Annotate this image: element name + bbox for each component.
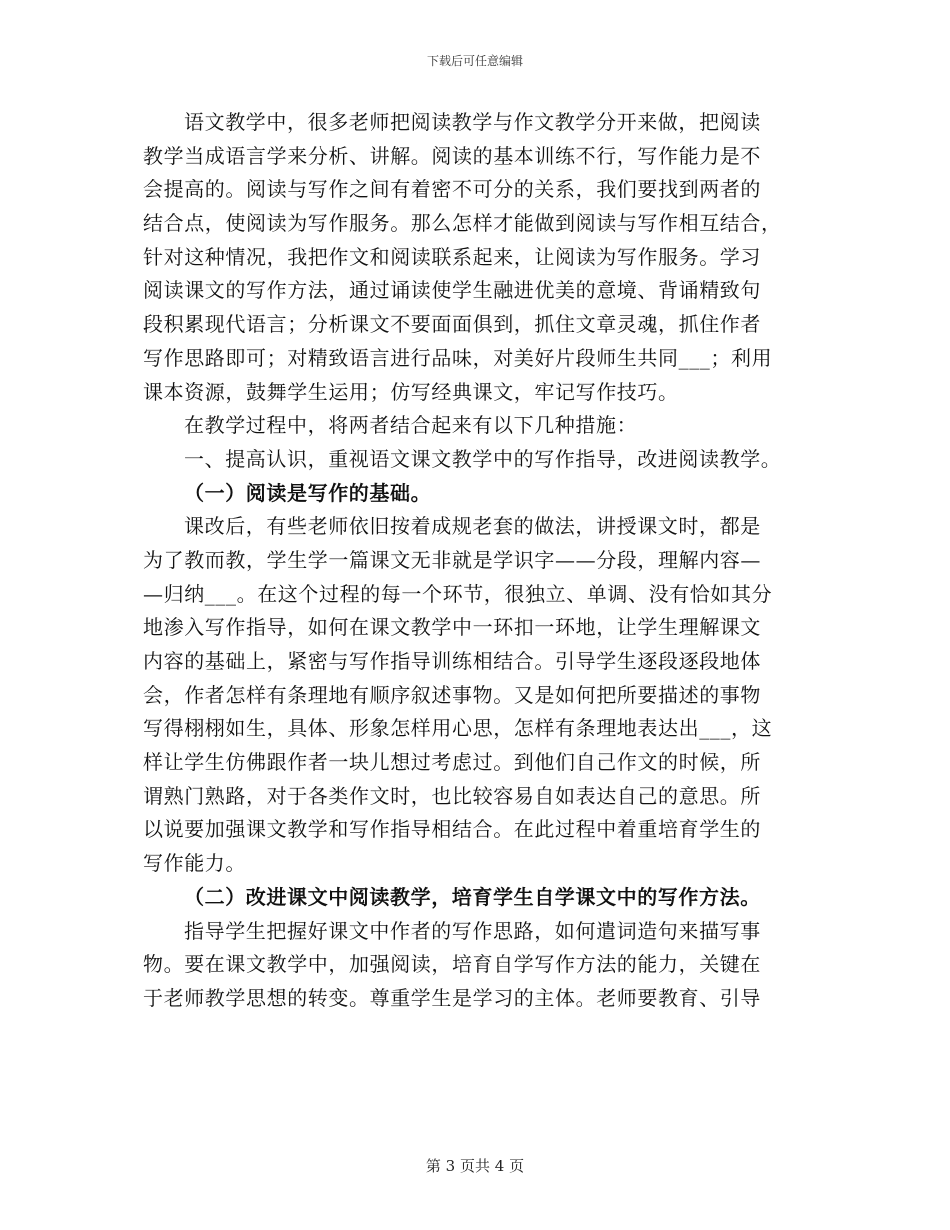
text-line: 会提高的。阅读与写作之间有着密不可分的关系，我们要找到两者的: [143, 177, 761, 202]
text-line: 语文教学中，很多老师把阅读教学与作文教学分开来做，把阅读: [184, 110, 761, 134]
page-header: 下载后可任意编辑: [426, 54, 523, 68]
text-line: 内容的基础上，紧密与写作指导训练相结合。引导学生逐段逐段地体: [143, 649, 761, 673]
text-line: 谓熟门熟路，对于各类作文时，也比较容易自如表达自己的意思。所: [143, 783, 761, 808]
text-line: 写得栩栩如生，具体、形象怎样用心思，怎样有条理地表达出___，这: [143, 716, 773, 741]
text-line: 会，作者怎样有条理地有顺序叙述事物。又是如何把所要描述的事物: [143, 682, 761, 707]
text-line: 写作能力。: [143, 851, 246, 876]
document-body: [143, 106, 803, 1016]
text-line: 写作思路即可；对精致语言进行品味，对美好片段师生共同___；利用: [143, 345, 773, 370]
text-line: 为了教而教，学生学一篇课文无非就是学识字——分段，理解内容—: [143, 547, 761, 572]
text-line: 阅读课文的写作方法，通过诵读使学生融进优美的意境、背诵精致句: [143, 278, 761, 303]
text-line: 物。要在课文教学中，加强阅读，培育自学写作方法的能力，关键在: [143, 952, 761, 977]
section-heading: （一）阅读是写作的基础。: [184, 480, 432, 505]
text-line: 地渗入写作指导，如何在课文教学中一环扣一环地，让学生理解课文: [143, 615, 761, 640]
text-line: 样让学生仿佛跟作者一块儿想过考虑过。到他们自己作文的时候，所: [143, 750, 761, 775]
text-line: 一、提高认识，重视语文课文教学中的写作指导，改进阅读教学。: [184, 446, 782, 471]
text-line: —归纳___。在这个过程的每一个环节，很独立、单调、没有恰如其分: [143, 581, 773, 606]
text-line: 于老师教学思想的转变。尊重学生是学习的主体。老师要教育、引导: [143, 985, 761, 1010]
text-line: 以说要加强课文教学和写作指导相结合。在此过程中着重培育学生的: [143, 817, 761, 842]
text-line: 结合点，使阅读为写作服务。那么怎样才能做到阅读与写作相互结合，: [143, 211, 782, 236]
text-line: 课本资源，鼓舞学生运用；仿写经典课文，牢记写作技巧。: [143, 379, 679, 404]
text-line: 指导学生把握好课文中作者的写作思路，如何遣词造句来描写事: [184, 918, 761, 943]
text-line: 针对这种情况，我把作文和阅读联系起来，让阅读为写作服务。学习: [143, 244, 761, 269]
text-line: 课改后，有些老师依旧按着成规老套的做法，讲授课文时，都是: [184, 514, 761, 539]
section-heading: （二）改进课文中阅读教学，培育学生自学课文中的写作方法。: [184, 884, 761, 909]
page-footer: 第 3 页共 4 页: [425, 1157, 525, 1175]
text-line: 段积累现代语言；分析课文不要面面俱到，抓住文章灵魂，抓住作者: [143, 312, 761, 337]
text-line: 在教学过程中，将两者结合起来有以下几种措施：: [184, 413, 638, 438]
text-line: 教学当成语言学来分析、讲解。阅读的基本训练不行，写作能力是不: [143, 143, 761, 168]
